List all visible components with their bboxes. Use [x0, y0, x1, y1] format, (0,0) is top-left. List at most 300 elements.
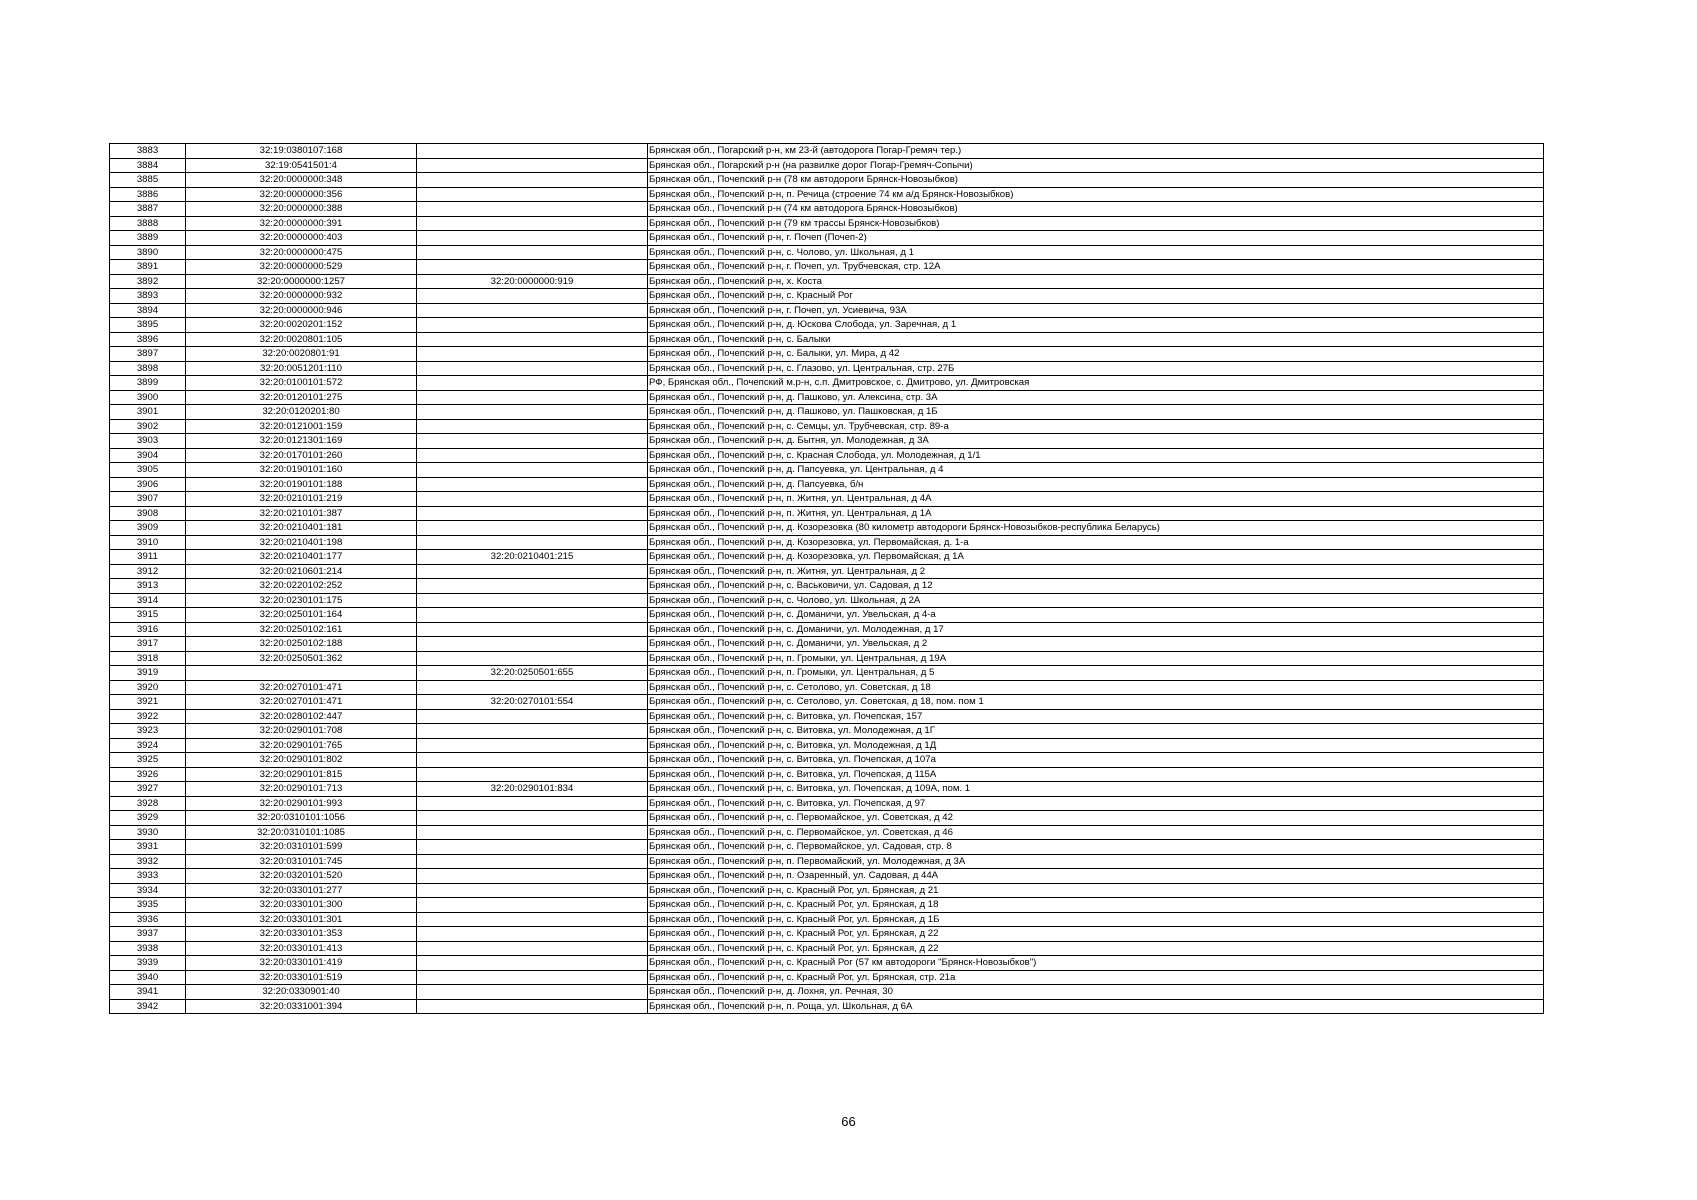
- cadastral-number-cell: 32:20:0210601:214: [186, 564, 417, 579]
- cadastral-number-cell: 32:20:0330101:301: [186, 912, 417, 927]
- row-number-cell: 3892: [110, 274, 186, 289]
- table-row: [110, 927, 1544, 942]
- cadastral-number-cell: 32:20:0000000:348: [186, 173, 417, 188]
- address-cell: Брянская обл., Почепский р-н, с. Васьковичи, ул. Садовая, д 12: [648, 579, 1544, 594]
- related-cadastral-number-cell: 32:20:0270101:554: [417, 695, 648, 710]
- row-number-cell: 3940: [110, 970, 186, 985]
- related-cadastral-number-cell: [417, 521, 648, 536]
- table-row: [110, 854, 1544, 869]
- cadastral-number-cell: 32:20:0310101:599: [186, 840, 417, 855]
- table-row: [110, 274, 1544, 289]
- related-cadastral-number-cell: [417, 477, 648, 492]
- related-cadastral-number-cell: [417, 970, 648, 985]
- table-row: [110, 579, 1544, 594]
- row-number-cell: 3900: [110, 390, 186, 405]
- address-cell: Брянская обл., Почепский р-н, с. Красный Рог, ул. Брянская, д 22: [648, 927, 1544, 942]
- row-number-cell: 3924: [110, 738, 186, 753]
- related-cadastral-number-cell: [417, 564, 648, 579]
- row-number-cell: 3902: [110, 419, 186, 434]
- address-cell: Брянская обл., Почепский р-н, с. Семцы, ул. Трубчевская, стр. 89-а: [648, 419, 1544, 434]
- cadastral-number-cell: [186, 666, 417, 681]
- row-number-cell: 3912: [110, 564, 186, 579]
- table-row: [110, 564, 1544, 579]
- related-cadastral-number-cell: [417, 622, 648, 637]
- row-number-cell: 3915: [110, 608, 186, 623]
- address-cell: Брянская обл., Почепский р-н, п. Громыки, ул. Центральная, д 19А: [648, 651, 1544, 666]
- address-cell: Брянская обл., Почепский р-н, с. Сетолово, ул. Советская, д 18, пом. пом 1: [648, 695, 1544, 710]
- row-number-cell: 3921: [110, 695, 186, 710]
- cadastral-number-cell: 32:20:0210401:198: [186, 535, 417, 550]
- cadastral-number-cell: 32:20:0330101:277: [186, 883, 417, 898]
- cadastral-number-cell: 32:20:0320101:520: [186, 869, 417, 884]
- address-cell: Брянская обл., Почепский р-н, с. Витовка, ул. Почепская, д 115А: [648, 767, 1544, 782]
- row-number-cell: 3907: [110, 492, 186, 507]
- cadastral-number-cell: 32:20:0270101:471: [186, 695, 417, 710]
- cadastral-number-cell: 32:20:0020201:152: [186, 318, 417, 333]
- related-cadastral-number-cell: [417, 738, 648, 753]
- row-number-cell: 3909: [110, 521, 186, 536]
- address-cell: Брянская обл., Почепский р-н, п. Озаренный, ул. Садовая, д 44А: [648, 869, 1544, 884]
- related-cadastral-number-cell: [417, 840, 648, 855]
- cadastral-number-cell: 32:20:0120201:80: [186, 405, 417, 420]
- table-row: [110, 999, 1544, 1014]
- table-row: [110, 492, 1544, 507]
- related-cadastral-number-cell: [417, 390, 648, 405]
- related-cadastral-number-cell: 32:20:0250501:655: [417, 666, 648, 681]
- address-cell: Брянская обл., Почепский р-н, с. Красный Рог (57 км автодороги "Брянск-Новозыбков"): [648, 956, 1544, 971]
- address-cell: Брянская обл., Почепский р-н, с. Сетолово, ул. Советская, д 18: [648, 680, 1544, 695]
- row-number-cell: 3929: [110, 811, 186, 826]
- address-cell: Брянская обл., Почепский р-н, с. Красный Рог, ул. Брянская, д 18: [648, 898, 1544, 913]
- row-number-cell: 3901: [110, 405, 186, 420]
- row-number-cell: 3910: [110, 535, 186, 550]
- table-row: [110, 970, 1544, 985]
- row-number-cell: 3933: [110, 869, 186, 884]
- row-number-cell: 3932: [110, 854, 186, 869]
- address-cell: Брянская обл., Почепский р-н, с. Доманичи, ул. Увельская, д 4-а: [648, 608, 1544, 623]
- cadastral-number-cell: 32:20:0250102:161: [186, 622, 417, 637]
- cadastral-number-cell: 32:20:0290101:713: [186, 782, 417, 797]
- cadastral-number-cell: 32:20:0330101:300: [186, 898, 417, 913]
- table-row: [110, 724, 1544, 739]
- table-row: [110, 622, 1544, 637]
- row-number-cell: 3885: [110, 173, 186, 188]
- related-cadastral-number-cell: [417, 448, 648, 463]
- related-cadastral-number-cell: [417, 144, 648, 159]
- table-row: [110, 448, 1544, 463]
- row-number-cell: 3905: [110, 463, 186, 478]
- row-number-cell: 3938: [110, 941, 186, 956]
- row-number-cell: 3883: [110, 144, 186, 159]
- row-number-cell: 3931: [110, 840, 186, 855]
- address-cell: Брянская обл., Почепский р-н, д. Козорезовка, ул. Первомайская, д 1А: [648, 550, 1544, 565]
- cadastral-number-cell: 32:20:0270101:471: [186, 680, 417, 695]
- address-cell: Брянская обл., Почепский р-н, с. Красный Рог, ул. Брянская, д 22: [648, 941, 1544, 956]
- cadastral-number-cell: 32:20:0210401:177: [186, 550, 417, 565]
- cadastral-number-cell: 32:19:0380107:168: [186, 144, 417, 159]
- row-number-cell: 3898: [110, 361, 186, 376]
- cadastral-number-cell: 32:20:0310101:1085: [186, 825, 417, 840]
- address-cell: Брянская обл., Почепский р-н, х. Коста: [648, 274, 1544, 289]
- cadastral-number-cell: 32:20:0310101:745: [186, 854, 417, 869]
- related-cadastral-number-cell: [417, 854, 648, 869]
- row-number-cell: 3942: [110, 999, 186, 1014]
- row-number-cell: 3928: [110, 796, 186, 811]
- table-row: [110, 753, 1544, 768]
- row-number-cell: 3914: [110, 593, 186, 608]
- row-number-cell: 3890: [110, 245, 186, 260]
- cadastral-number-cell: 32:20:0000000:946: [186, 303, 417, 318]
- row-number-cell: 3930: [110, 825, 186, 840]
- row-number-cell: 3939: [110, 956, 186, 971]
- table-row: [110, 332, 1544, 347]
- cadastral-number-cell: 32:20:0310101:1056: [186, 811, 417, 826]
- related-cadastral-number-cell: [417, 361, 648, 376]
- cadastral-number-cell: 32:20:0290101:815: [186, 767, 417, 782]
- row-number-cell: 3891: [110, 260, 186, 275]
- cadastral-number-cell: 32:20:0210101:387: [186, 506, 417, 521]
- row-number-cell: 3888: [110, 216, 186, 231]
- row-number-cell: 3922: [110, 709, 186, 724]
- table-row: [110, 695, 1544, 710]
- related-cadastral-number-cell: [417, 376, 648, 391]
- related-cadastral-number-cell: [417, 216, 648, 231]
- row-number-cell: 3913: [110, 579, 186, 594]
- address-cell: Брянская обл., Почепский р-н, с. Доманичи, ул. Увельская, д 2: [648, 637, 1544, 652]
- address-cell: Брянская обл., Почепский р-н, с. Витовка, ул. Почепская, 157: [648, 709, 1544, 724]
- cadastral-number-cell: 32:20:0290101:993: [186, 796, 417, 811]
- related-cadastral-number-cell: [417, 260, 648, 275]
- table-row: [110, 361, 1544, 376]
- related-cadastral-number-cell: [417, 883, 648, 898]
- cadastral-number-cell: 32:20:0120101:275: [186, 390, 417, 405]
- related-cadastral-number-cell: [417, 231, 648, 246]
- related-cadastral-number-cell: [417, 753, 648, 768]
- table-row: [110, 680, 1544, 695]
- address-cell: Брянская обл., Почепский р-н, с. Балыки, ул. Мира, д 42: [648, 347, 1544, 362]
- address-cell: Брянская обл., Почепский р-н (74 км автодорога Брянск-Новозыбков): [648, 202, 1544, 217]
- related-cadastral-number-cell: 32:20:0290101:834: [417, 782, 648, 797]
- table-row: [110, 767, 1544, 782]
- address-cell: Брянская обл., Почепский р-н, д. Лохня, ул. Речная, 30: [648, 985, 1544, 1000]
- row-number-cell: 3889: [110, 231, 186, 246]
- address-cell: Брянская обл., Почепский р-н, с. Красный Рог: [648, 289, 1544, 304]
- address-cell: Брянская обл., Почепский р-н, д. Юскова Слобода, ул. Заречная, д 1: [648, 318, 1544, 333]
- table-row: [110, 985, 1544, 1000]
- table-row: [110, 202, 1544, 217]
- table-row: [110, 912, 1544, 927]
- address-cell: Брянская обл., Погарский р-н, км 23-й (автодорога Погар-Гремяч тер.): [648, 144, 1544, 159]
- cadastral-number-cell: 32:20:0190101:160: [186, 463, 417, 478]
- registry-table-body: [110, 144, 1544, 1014]
- address-cell: Брянская обл., Почепский р-н, с. Красный Рог, ул. Брянская, д 1Б: [648, 912, 1544, 927]
- cadastral-number-cell: 32:20:0121001:159: [186, 419, 417, 434]
- related-cadastral-number-cell: [417, 956, 648, 971]
- row-number-cell: 3908: [110, 506, 186, 521]
- address-cell: Брянская обл., Почепский р-н, д. Козорезовка, ул. Первомайская, д. 1-а: [648, 535, 1544, 550]
- table-row: [110, 666, 1544, 681]
- address-cell: Брянская обл., Почепский р-н, п. Речица (строение 74 км а/д Брянск-Новозыбков): [648, 187, 1544, 202]
- table-row: [110, 956, 1544, 971]
- row-number-cell: 3917: [110, 637, 186, 652]
- page-number: 66: [841, 1114, 856, 1129]
- cadastral-number-cell: 32:20:0000000:391: [186, 216, 417, 231]
- table-row: [110, 144, 1544, 159]
- table-row: [110, 506, 1544, 521]
- table-row: [110, 245, 1544, 260]
- related-cadastral-number-cell: [417, 506, 648, 521]
- cadastral-number-cell: 32:20:0290101:708: [186, 724, 417, 739]
- cadastral-number-cell: 32:20:0000000:932: [186, 289, 417, 304]
- cadastral-number-cell: 32:20:0280102:447: [186, 709, 417, 724]
- related-cadastral-number-cell: [417, 825, 648, 840]
- table-row: [110, 216, 1544, 231]
- address-cell: Брянская обл., Почепский р-н (79 км трассы Брянск-Новозыбков): [648, 216, 1544, 231]
- row-number-cell: 3899: [110, 376, 186, 391]
- related-cadastral-number-cell: [417, 303, 648, 318]
- cadastral-number-cell: 32:20:0331001:394: [186, 999, 417, 1014]
- cadastral-number-cell: 32:20:0020801:91: [186, 347, 417, 362]
- cadastral-number-cell: 32:20:0170101:260: [186, 448, 417, 463]
- row-number-cell: 3925: [110, 753, 186, 768]
- table-row: [110, 318, 1544, 333]
- row-number-cell: 3919: [110, 666, 186, 681]
- cadastral-number-cell: 32:20:0210401:181: [186, 521, 417, 536]
- table-row: [110, 477, 1544, 492]
- address-cell: Брянская обл., Почепский р-н, с. Витовка, ул. Молодежная, д 1Г: [648, 724, 1544, 739]
- cadastral-number-cell: 32:20:0290101:802: [186, 753, 417, 768]
- address-cell: Брянская обл., Почепский р-н, с. Красный Рог, ул. Брянская, д 21: [648, 883, 1544, 898]
- cadastral-number-cell: 32:20:0330101:353: [186, 927, 417, 942]
- table-row: [110, 782, 1544, 797]
- row-number-cell: 3904: [110, 448, 186, 463]
- related-cadastral-number-cell: 32:20:0210401:215: [417, 550, 648, 565]
- related-cadastral-number-cell: [417, 419, 648, 434]
- table-row: [110, 463, 1544, 478]
- table-row: [110, 390, 1544, 405]
- row-number-cell: 3920: [110, 680, 186, 695]
- related-cadastral-number-cell: [417, 289, 648, 304]
- address-cell: Брянская обл., Почепский р-н, с. Балыки: [648, 332, 1544, 347]
- address-cell: Брянская обл., Почепский р-н, п. Первомайский, ул. Молодежная, д 3А: [648, 854, 1544, 869]
- table-row: [110, 811, 1544, 826]
- row-number-cell: 3936: [110, 912, 186, 927]
- address-cell: Брянская обл., Почепский р-н, д. Бытня, ул. Молодежная, д 3А: [648, 434, 1544, 449]
- address-cell: Брянская обл., Почепский р-н, д. Пашково, ул. Алексина, стр. 3А: [648, 390, 1544, 405]
- cadastral-number-cell: 32:20:0100101:572: [186, 376, 417, 391]
- related-cadastral-number-cell: [417, 985, 648, 1000]
- related-cadastral-number-cell: [417, 796, 648, 811]
- table-row: [110, 173, 1544, 188]
- address-cell: РФ, Брянская обл., Почепский м.р-н, с.п. Дмитровское, с. Дмитрово, ул. Дмитровская: [648, 376, 1544, 391]
- address-cell: Брянская обл., Почепский р-н, с. Чолово, ул. Школьная, д 1: [648, 245, 1544, 260]
- table-row: [110, 941, 1544, 956]
- related-cadastral-number-cell: [417, 492, 648, 507]
- table-row: [110, 883, 1544, 898]
- cadastral-number-cell: 32:20:0330101:419: [186, 956, 417, 971]
- related-cadastral-number-cell: 32:20:0000000:919: [417, 274, 648, 289]
- address-cell: Брянская обл., Почепский р-н, п. Роща, ул. Школьная, д 6А: [648, 999, 1544, 1014]
- related-cadastral-number-cell: [417, 187, 648, 202]
- table-row: [110, 738, 1544, 753]
- row-number-cell: 3897: [110, 347, 186, 362]
- table-row: [110, 187, 1544, 202]
- table-row: [110, 796, 1544, 811]
- table-row: [110, 158, 1544, 173]
- table-row: [110, 289, 1544, 304]
- row-number-cell: 3923: [110, 724, 186, 739]
- table-row: [110, 231, 1544, 246]
- address-cell: Брянская обл., Почепский р-н, с. Витовка, ул. Почепская, д 97: [648, 796, 1544, 811]
- cadastral-number-cell: 32:20:0000000:529: [186, 260, 417, 275]
- table-row: [110, 593, 1544, 608]
- table-row: [110, 637, 1544, 652]
- table-row: [110, 869, 1544, 884]
- address-cell: Брянская обл., Почепский р-н, с. Красная Слобода, ул. Молодежная, д 1/1: [648, 448, 1544, 463]
- table-row: [110, 434, 1544, 449]
- related-cadastral-number-cell: [417, 347, 648, 362]
- related-cadastral-number-cell: [417, 811, 648, 826]
- related-cadastral-number-cell: [417, 767, 648, 782]
- related-cadastral-number-cell: [417, 245, 648, 260]
- related-cadastral-number-cell: [417, 709, 648, 724]
- table-row: [110, 825, 1544, 840]
- related-cadastral-number-cell: [417, 999, 648, 1014]
- cadastral-number-cell: 32:20:0190101:188: [186, 477, 417, 492]
- cadastral-number-cell: 32:20:0210101:219: [186, 492, 417, 507]
- address-cell: Брянская обл., Почепский р-н, п. Громыки, ул. Центральная, д 5: [648, 666, 1544, 681]
- row-number-cell: 3926: [110, 767, 186, 782]
- cadastral-number-cell: 32:20:0000000:403: [186, 231, 417, 246]
- cadastral-number-cell: 32:20:0330101:519: [186, 970, 417, 985]
- related-cadastral-number-cell: [417, 608, 648, 623]
- related-cadastral-number-cell: [417, 202, 648, 217]
- related-cadastral-number-cell: [417, 158, 648, 173]
- address-cell: Брянская обл., Погарский р-н (на развилке дорог Погар-Гремяч-Сопычи): [648, 158, 1544, 173]
- row-number-cell: 3941: [110, 985, 186, 1000]
- row-number-cell: 3895: [110, 318, 186, 333]
- table-row: [110, 260, 1544, 275]
- table-row: [110, 709, 1544, 724]
- table-row: [110, 405, 1544, 420]
- row-number-cell: 3937: [110, 927, 186, 942]
- row-number-cell: 3935: [110, 898, 186, 913]
- table-row: [110, 608, 1544, 623]
- table-row: [110, 898, 1544, 913]
- related-cadastral-number-cell: [417, 927, 648, 942]
- address-cell: Брянская обл., Почепский р-н (78 км автодороги Брянск-Новозыбков): [648, 173, 1544, 188]
- row-number-cell: 3911: [110, 550, 186, 565]
- related-cadastral-number-cell: [417, 680, 648, 695]
- cadastral-number-cell: 32:20:0330901:40: [186, 985, 417, 1000]
- address-cell: Брянская обл., Почепский р-н, с. Витовка, ул. Почепская, д 109А, пом. 1: [648, 782, 1544, 797]
- address-cell: Брянская обл., Почепский р-н, п. Житня, ул. Центральная, д 1А: [648, 506, 1544, 521]
- row-number-cell: 3887: [110, 202, 186, 217]
- address-cell: Брянская обл., Почепский р-н, г. Почеп (Почеп-2): [648, 231, 1544, 246]
- row-number-cell: 3918: [110, 651, 186, 666]
- row-number-cell: 3927: [110, 782, 186, 797]
- address-cell: Брянская обл., Почепский р-н, с. Первомайское, ул. Советская, д 46: [648, 825, 1544, 840]
- related-cadastral-number-cell: [417, 173, 648, 188]
- address-cell: Брянская обл., Почепский р-н, с. Глазово, ул. Центральная, стр. 27Б: [648, 361, 1544, 376]
- address-cell: Брянская обл., Почепский р-н, с. Доманичи, ул. Молодежная, д 17: [648, 622, 1544, 637]
- related-cadastral-number-cell: [417, 898, 648, 913]
- cadastral-number-cell: 32:20:0250102:188: [186, 637, 417, 652]
- cadastral-number-cell: 32:20:0330101:413: [186, 941, 417, 956]
- address-cell: Брянская обл., Почепский р-н, с. Первомайское, ул. Советская, д 42: [648, 811, 1544, 826]
- cadastral-number-cell: 32:20:0000000:356: [186, 187, 417, 202]
- cadastral-number-cell: 32:20:0051201:110: [186, 361, 417, 376]
- related-cadastral-number-cell: [417, 651, 648, 666]
- related-cadastral-number-cell: [417, 318, 648, 333]
- address-cell: Брянская обл., Почепский р-н, д. Козорезовка (80 километр автодороги Брянск-Новозыбков-республика Беларусь): [648, 521, 1544, 536]
- row-number-cell: 3896: [110, 332, 186, 347]
- related-cadastral-number-cell: [417, 869, 648, 884]
- table-row: [110, 376, 1544, 391]
- related-cadastral-number-cell: [417, 405, 648, 420]
- related-cadastral-number-cell: [417, 579, 648, 594]
- table-row: [110, 347, 1544, 362]
- row-number-cell: 3906: [110, 477, 186, 492]
- address-cell: Брянская обл., Почепский р-н, с. Витовка, ул. Молодежная, д 1Д: [648, 738, 1544, 753]
- cadastral-number-cell: 32:20:0000000:1257: [186, 274, 417, 289]
- table-row: [110, 840, 1544, 855]
- address-cell: Брянская обл., Почепский р-н, с. Первомайское, ул. Садовая, стр. 8: [648, 840, 1544, 855]
- address-cell: Брянская обл., Почепский р-н, с. Красный Рог, ул. Брянская, стр. 21а: [648, 970, 1544, 985]
- address-cell: Брянская обл., Почепский р-н, д. Пашково, ул. Пашковская, д 1Б: [648, 405, 1544, 420]
- row-number-cell: 3886: [110, 187, 186, 202]
- related-cadastral-number-cell: [417, 941, 648, 956]
- cadastral-number-cell: 32:20:0230101:175: [186, 593, 417, 608]
- related-cadastral-number-cell: [417, 535, 648, 550]
- cadastral-number-cell: 32:20:0220102:252: [186, 579, 417, 594]
- registry-table: [109, 143, 1544, 1014]
- cadastral-number-cell: 32:20:0250501:362: [186, 651, 417, 666]
- row-number-cell: 3934: [110, 883, 186, 898]
- table-row: [110, 651, 1544, 666]
- row-number-cell: 3894: [110, 303, 186, 318]
- address-cell: Брянская обл., Почепский р-н, с. Витовка, ул. Почепская, д 107а: [648, 753, 1544, 768]
- cadastral-number-cell: 32:20:0290101:765: [186, 738, 417, 753]
- table-row: [110, 521, 1544, 536]
- cadastral-number-cell: 32:19:0541501:4: [186, 158, 417, 173]
- table-row: [110, 419, 1544, 434]
- related-cadastral-number-cell: [417, 637, 648, 652]
- row-number-cell: 3884: [110, 158, 186, 173]
- cadastral-number-cell: 32:20:0020801:105: [186, 332, 417, 347]
- address-cell: Брянская обл., Почепский р-н, п. Житня, ул. Центральная, д 2: [648, 564, 1544, 579]
- related-cadastral-number-cell: [417, 463, 648, 478]
- related-cadastral-number-cell: [417, 434, 648, 449]
- related-cadastral-number-cell: [417, 332, 648, 347]
- cadastral-number-cell: 32:20:0250101:164: [186, 608, 417, 623]
- address-cell: Брянская обл., Почепский р-н, г. Почеп, ул. Трубчевская, стр. 12А: [648, 260, 1544, 275]
- address-cell: Брянская обл., Почепский р-н, с. Чолово, ул. Школьная, д 2А: [648, 593, 1544, 608]
- cadastral-number-cell: 32:20:0000000:388: [186, 202, 417, 217]
- row-number-cell: 3916: [110, 622, 186, 637]
- row-number-cell: 3903: [110, 434, 186, 449]
- address-cell: Брянская обл., Почепский р-н, д. Папсуевка, б/н: [648, 477, 1544, 492]
- row-number-cell: 3893: [110, 289, 186, 304]
- related-cadastral-number-cell: [417, 912, 648, 927]
- table-row: [110, 550, 1544, 565]
- address-cell: Брянская обл., Почепский р-н, п. Житня, ул. Центральная, д 4А: [648, 492, 1544, 507]
- cadastral-number-cell: 32:20:0000000:475: [186, 245, 417, 260]
- address-cell: Брянская обл., Почепский р-н, д. Папсуевка, ул. Центральная, д 4: [648, 463, 1544, 478]
- table-row: [110, 535, 1544, 550]
- related-cadastral-number-cell: [417, 593, 648, 608]
- table-row: [110, 303, 1544, 318]
